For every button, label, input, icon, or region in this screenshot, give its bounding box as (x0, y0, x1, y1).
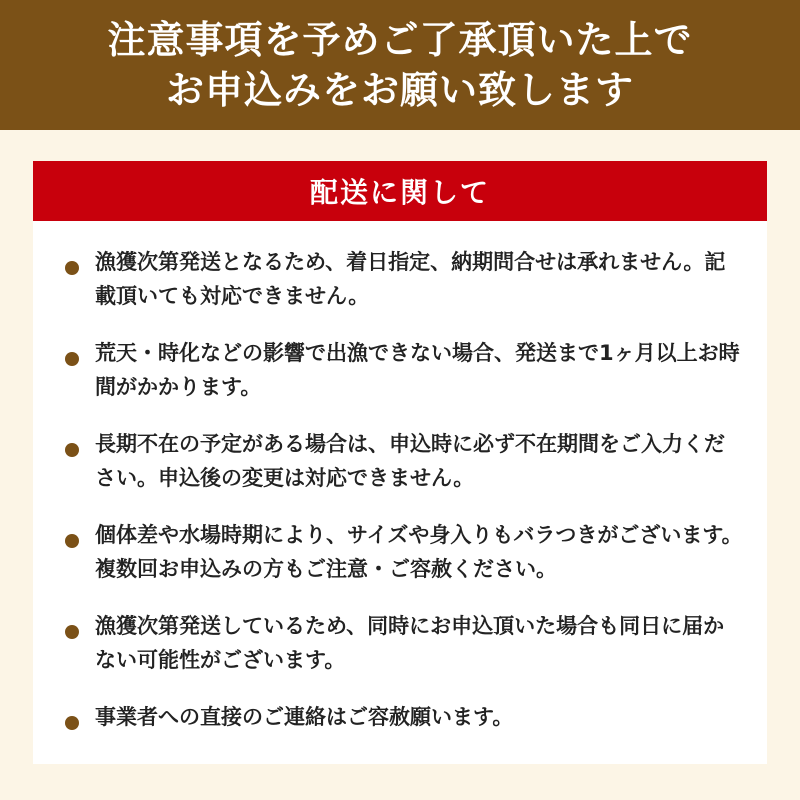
note-item (65, 609, 745, 677)
banner-line-2: お申込みをお願い致します (165, 68, 634, 112)
bullet-icon (65, 625, 79, 639)
note-item (65, 336, 745, 404)
bullet-icon (65, 534, 79, 548)
bullet-icon (65, 352, 79, 366)
note-text: 漁獲次第発送しているため、同時にお申込頂いた場合も同日に届かない可能性がございます。 (95, 614, 725, 672)
section-title: 配送に関して (309, 176, 490, 209)
top-banner (0, 0, 800, 130)
note-item (65, 700, 745, 734)
bullet-icon (65, 443, 79, 457)
note-text: 事業者への直接のご連絡はご容赦願います。 (95, 705, 514, 729)
note-item (65, 518, 745, 586)
note-item (65, 427, 745, 495)
note-text: 荒天・時化などの影響で出漁できない場合、発送まで1ヶ月以上お時間がかかります。 (95, 341, 740, 399)
note-text: 長期不在の予定がある場合は、申込時に必ず不在期間をご入力ください。申込後の変更は対応できません。 (95, 432, 725, 490)
note-text: 漁獲次第発送となるため、着日指定、納期問合せは承れません。記載頂いても対応できません。 (95, 250, 726, 308)
banner-line-1: 注意事項を予めご了承頂いた上で (107, 18, 693, 62)
note-text: 個体差や水場時期により、サイズや身入りもバラつきがございます。複数回お申込みの方もご注意・ご容赦ください。 (95, 523, 743, 581)
section-header (33, 161, 767, 221)
shipping-notes-card (33, 161, 767, 764)
note-item (65, 245, 745, 313)
bullet-icon (65, 261, 79, 275)
bullet-icon (65, 716, 79, 730)
